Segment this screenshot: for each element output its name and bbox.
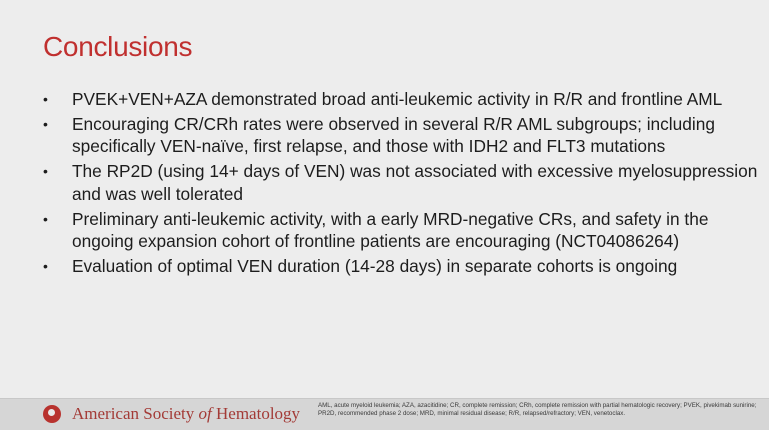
bullet-dot-icon: • bbox=[43, 91, 48, 107]
bullet-item bbox=[40, 113, 762, 158]
bullet-text: Preliminary anti-leukemic activity, with a early MRD-negative CRs, and safety in the ongoing expansion cohort of frontline patients are encouraging (NCT04086264) bbox=[72, 208, 709, 252]
bullet-list bbox=[40, 88, 762, 280]
org-name-prefix: American Society bbox=[72, 404, 199, 423]
bullet-dot-icon: • bbox=[43, 115, 48, 132]
ash-logo-icon bbox=[43, 405, 61, 423]
bullet-text: The RP2D (using 14+ days of VEN) was not associated with excessive myelosuppression and was well tolerated bbox=[72, 161, 758, 204]
footer-bar bbox=[0, 398, 769, 430]
org-name-suffix: Hematology bbox=[211, 404, 301, 423]
bullet-dot-icon: • bbox=[43, 257, 48, 274]
org-name-of: of bbox=[198, 404, 212, 423]
bullet-text: PVEK+VEN+AZA demonstrated broad anti-leukemic activity in R/R and frontline AML bbox=[72, 89, 723, 109]
bullet-text: Encouraging CR/CRh rates were observed in several R/R AML subgroups; including specifically VEN-naïve, first relapse, and those with IDH2 and FLT3 mutations bbox=[72, 113, 715, 157]
bullet-text: Evaluation of optimal VEN duration (14-28 days) in separate cohorts is ongoing bbox=[72, 255, 678, 276]
bullet-item bbox=[40, 160, 762, 205]
bullet-item bbox=[40, 255, 762, 278]
bullet-item bbox=[40, 88, 762, 111]
organization-name bbox=[72, 404, 300, 424]
bullet-item bbox=[40, 208, 762, 253]
bullet-dot-icon: • bbox=[43, 210, 48, 227]
slide-title: Conclusions bbox=[43, 31, 193, 62]
bullet-dot-icon: • bbox=[43, 163, 48, 180]
abbreviations-footnote: AML, acute myeloid leukemia; AZA, azacitidine; CR, complete remission; CRh, complete remission with partial hematologic recovery; PVEK, pivekimab sunirine; PR2D, recommended phase 2 dose; MRD, minimal residual disease; R/R, relapsed/refractory; VEN, venetoclax. bbox=[318, 402, 757, 417]
